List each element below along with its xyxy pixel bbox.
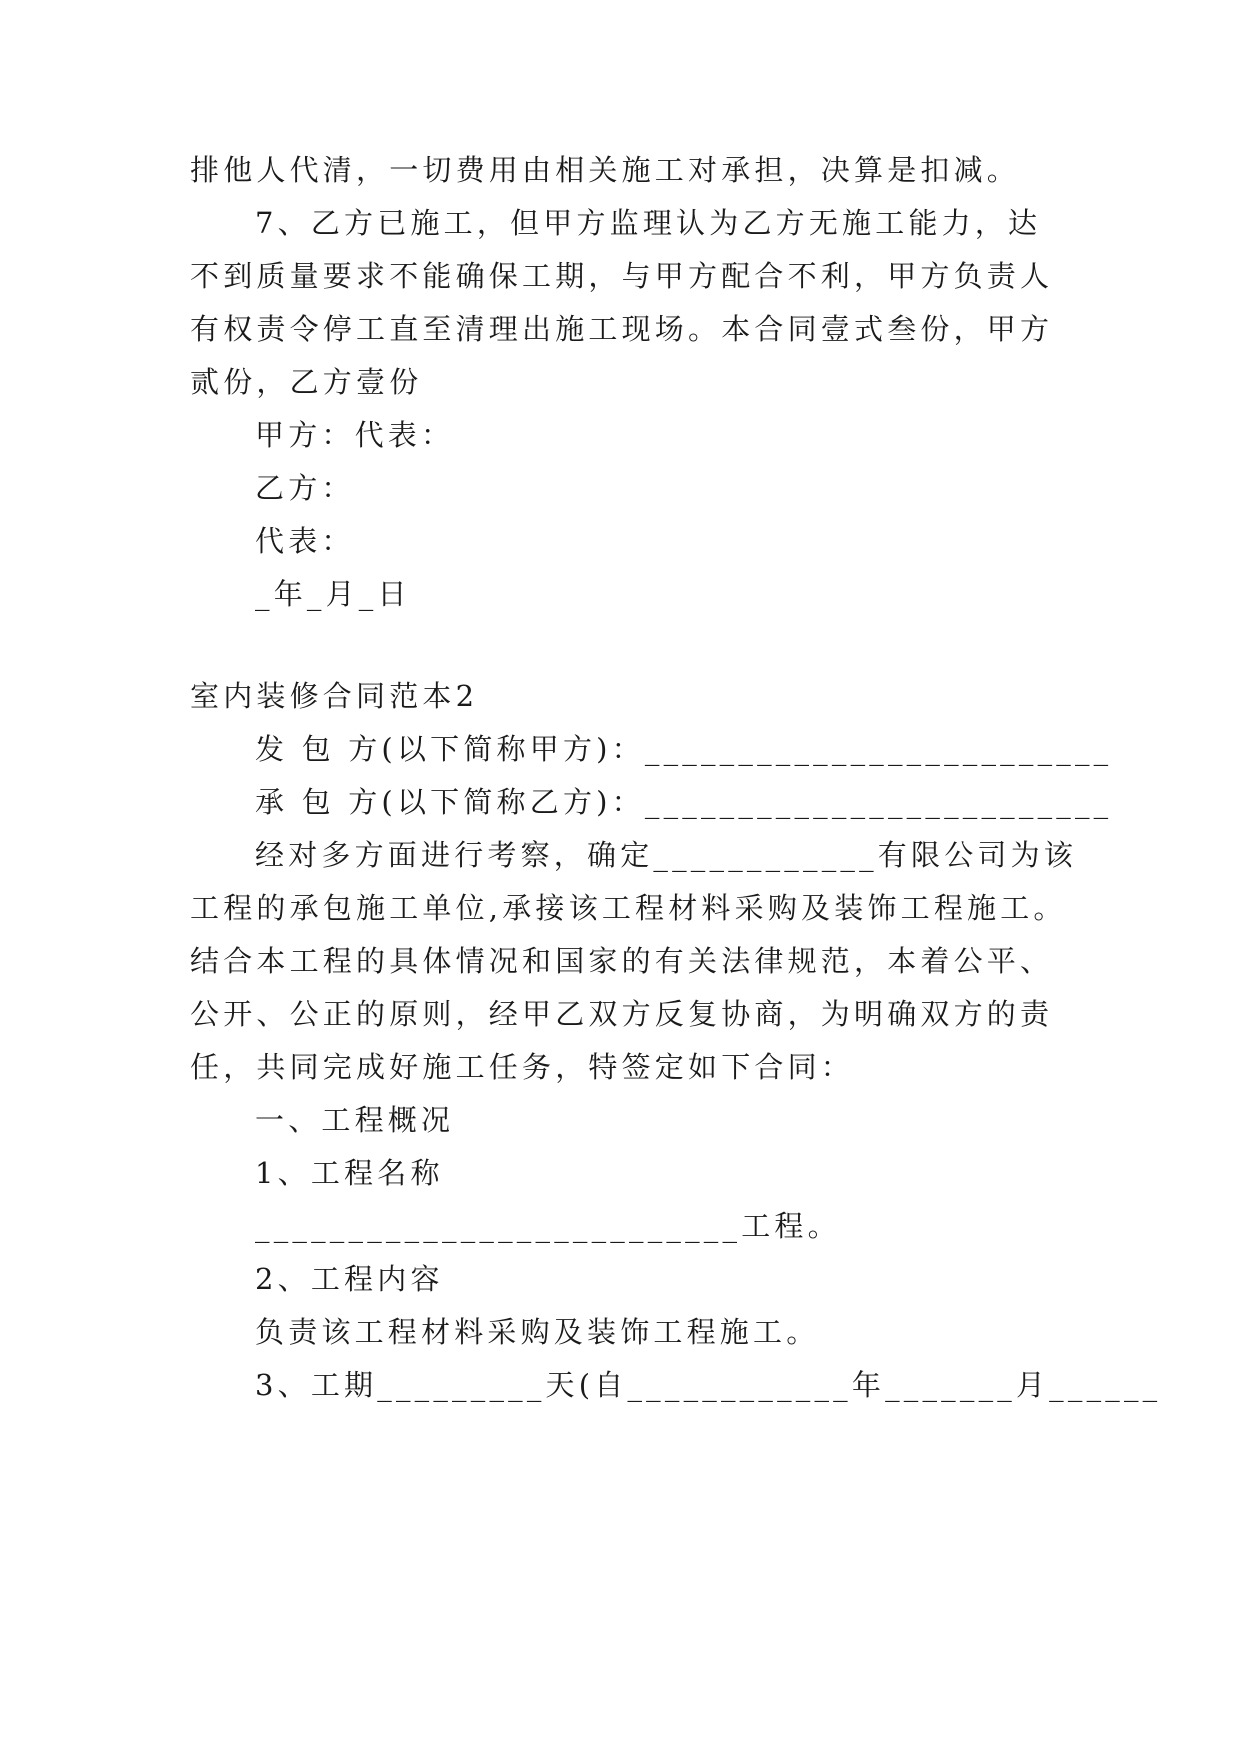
text-line: 7、乙方已施工，但甲方监理认为乙方无施工能力，达 bbox=[255, 206, 1042, 240]
signature-line-party-a: 甲方：代表： bbox=[255, 418, 455, 452]
signature-line-party-b: 乙方： bbox=[255, 471, 355, 505]
text-line: 结合本工程的具体情况和国家的有关法律规范，本着公平、 bbox=[190, 944, 1054, 978]
text-line: 工程的承包施工单位,承接该工程材料采购及装饰工程施工。 bbox=[190, 891, 1067, 925]
section-heading: 一、工程概况 bbox=[255, 1103, 455, 1137]
text-line: 经对多方面进行考察，确定____________有限公司为该 bbox=[255, 838, 1078, 872]
project-name-line: __________________________工程。 bbox=[255, 1209, 841, 1243]
signature-line-representative: 代表： bbox=[255, 524, 355, 558]
text-line: 贰份，乙方壹份 bbox=[190, 365, 423, 399]
text-line: 负责该工程材料采购及装饰工程施工。 bbox=[255, 1315, 820, 1349]
text-line: 排他人代清，一切费用由相关施工对承担，决算是扣减。 bbox=[190, 153, 1021, 187]
text-line: 不到质量要求不能确保工期，与甲方配合不利，甲方负责人 bbox=[190, 259, 1054, 293]
schedule-line: 3、工期_________天(自____________年_______月______ bbox=[255, 1368, 1162, 1402]
text-line: 任，共同完成好施工任务，特签定如下合同： bbox=[190, 1050, 855, 1084]
item-heading: 1、工程名称 bbox=[255, 1156, 444, 1190]
party-a-line: 发 包 方(以下简称甲方)：_________________________ bbox=[255, 732, 1113, 766]
party-b-line: 承 包 方(以下简称乙方)：_________________________ bbox=[255, 785, 1113, 819]
item-heading: 2、工程内容 bbox=[255, 1262, 444, 1296]
section-title: 室内装修合同范本2 bbox=[190, 679, 479, 713]
text-line: 有权责令停工直至清理出施工现场。本合同壹式叁份，甲方 bbox=[190, 312, 1054, 346]
date-line: _年_月_日 bbox=[255, 577, 411, 611]
text-line: 公开、公正的原则，经甲乙双方反复协商，为明确双方的责 bbox=[190, 997, 1054, 1031]
